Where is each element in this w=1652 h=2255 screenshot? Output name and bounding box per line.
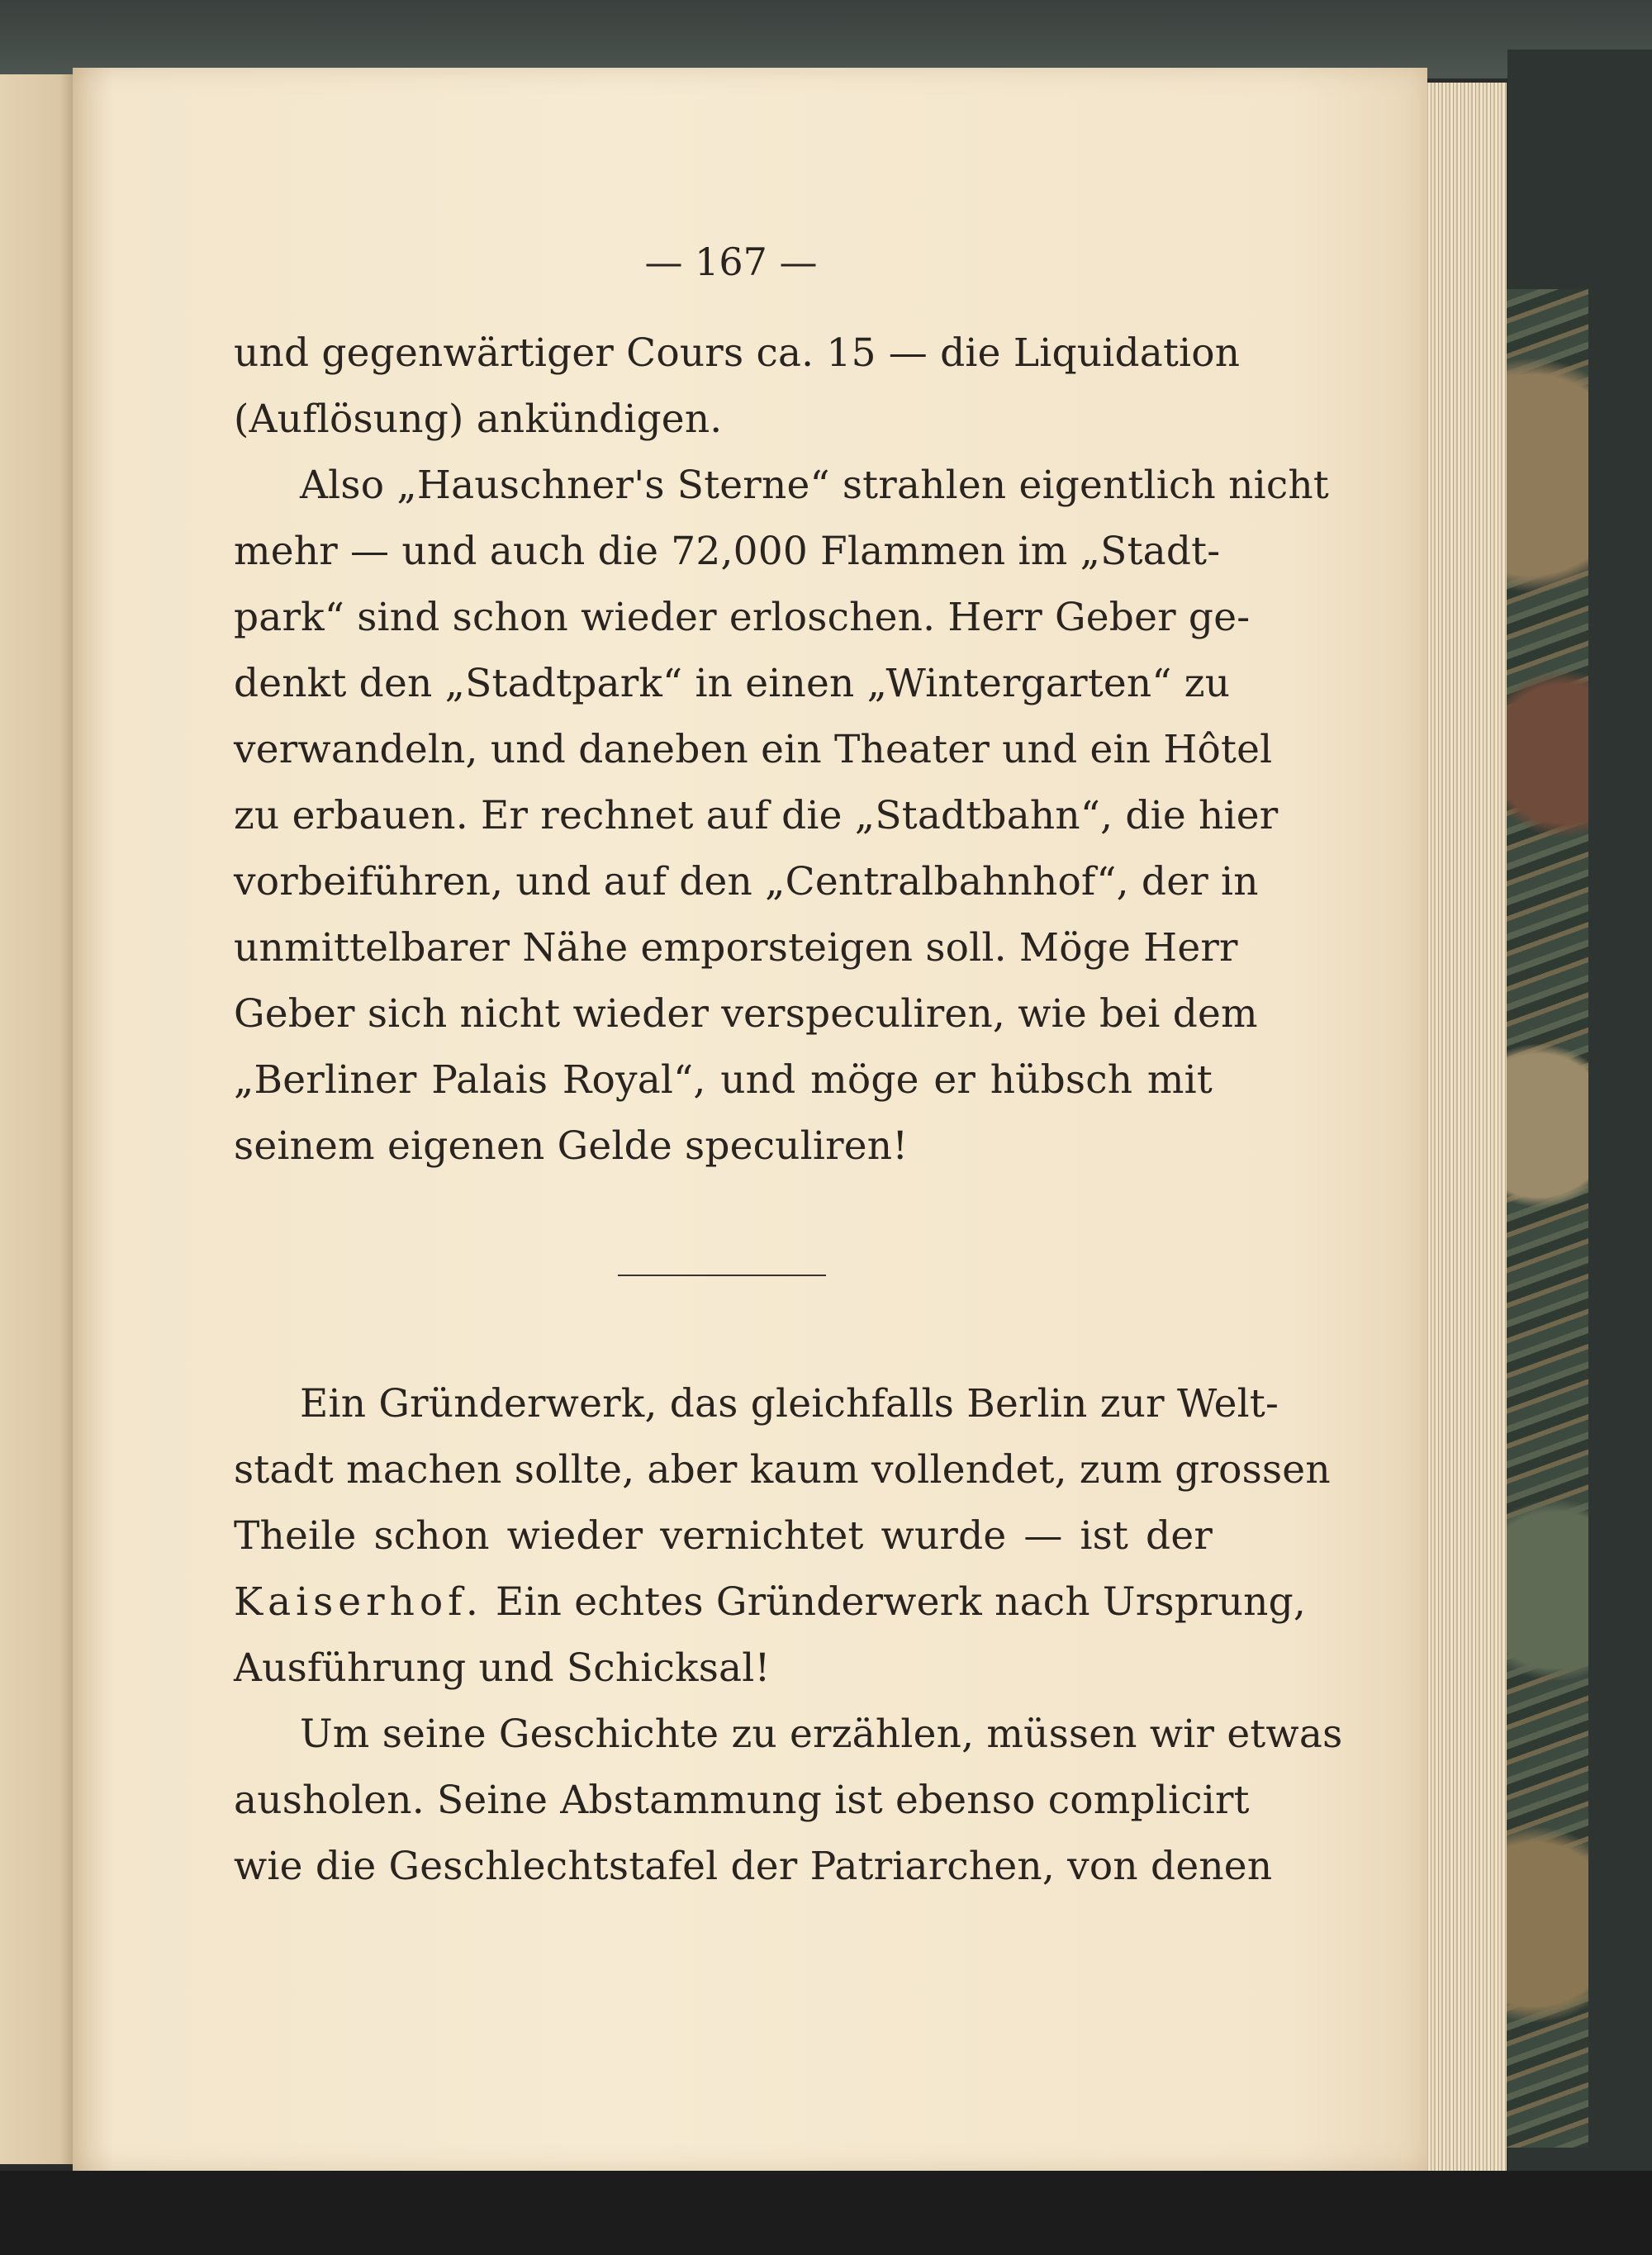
book-cover-top <box>0 0 1652 78</box>
text-fragment: Ein echtes Gründerwerk nach Ursprung, <box>495 1579 1307 1625</box>
text-line: Um seine Geschichte zu erzählen, müssen wir etwas <box>300 1711 1343 1757</box>
paragraph-kaiserhof <box>234 1371 1331 1702</box>
background-bottom <box>0 2171 1652 2255</box>
text-line: Ausführung und Schicksal! <box>234 1645 771 1691</box>
text-line: stadt machen sollte, aber kaum vollendet, zum grossen <box>234 1447 1331 1493</box>
text-line: denkt den „Stadtpark“ in einen „Wintergarten“ zu <box>234 661 1231 706</box>
text-line: ausholen. Seine Abstammung ist ebenso complicirt <box>234 1778 1250 1823</box>
page-number: — 167 — <box>644 240 818 284</box>
paragraph-geschichte <box>234 1702 1343 1900</box>
page-edges <box>1422 83 1507 2172</box>
paragraph-hauschner <box>234 453 1329 1180</box>
text-line: verwandeln, und daneben ein Theater und ein Hôtel <box>234 727 1273 772</box>
marbled-endpaper <box>1503 289 1588 2148</box>
text-line: park“ sind schon wieder erloschen. Herr Geber ge- <box>234 595 1251 640</box>
spaced-word: Kaiserhof. <box>234 1579 483 1625</box>
text-line: vorbeiführen, und auf den „Centralbahnhof“, der in <box>234 859 1259 904</box>
text-line: und gegenwärtiger Cours ca. 15 — die Liquidation <box>234 330 1241 376</box>
text-line: (Auflösung) ankündigen. <box>234 396 723 442</box>
text-line: „Berliner Palais Royal“, und möge er hübsch mit <box>234 1057 1213 1103</box>
text-line: wie die Geschlechtstafel der Patriarchen, von denen <box>234 1844 1273 1889</box>
left-facing-page <box>0 74 78 2164</box>
section-divider <box>618 1275 826 1276</box>
text-line: Geber sich nicht wieder verspeculiren, wie bei dem <box>234 991 1258 1037</box>
text-line: Also „Hauschner's Sterne“ strahlen eigentlich nicht <box>300 463 1329 508</box>
text-line: mehr — und auch die 72,000 Flammen im „Stadt- <box>234 529 1221 574</box>
text-line: zu erbauen. Er rechnet auf die „Stadtbahn“, die hier <box>234 793 1279 838</box>
paragraph-continuation <box>234 320 1241 453</box>
text-line <box>234 1569 1307 1635</box>
text-line: Ein Gründerwerk, das gleichfalls Berlin zur Welt- <box>300 1381 1279 1427</box>
text-line: unmittelbarer Nähe emporsteigen soll. Möge Herr <box>234 925 1238 971</box>
text-line: Theile schon wieder vernichtet wurde — ist der <box>234 1513 1213 1559</box>
text-line: seinem eigenen Gelde speculiren! <box>234 1123 909 1169</box>
